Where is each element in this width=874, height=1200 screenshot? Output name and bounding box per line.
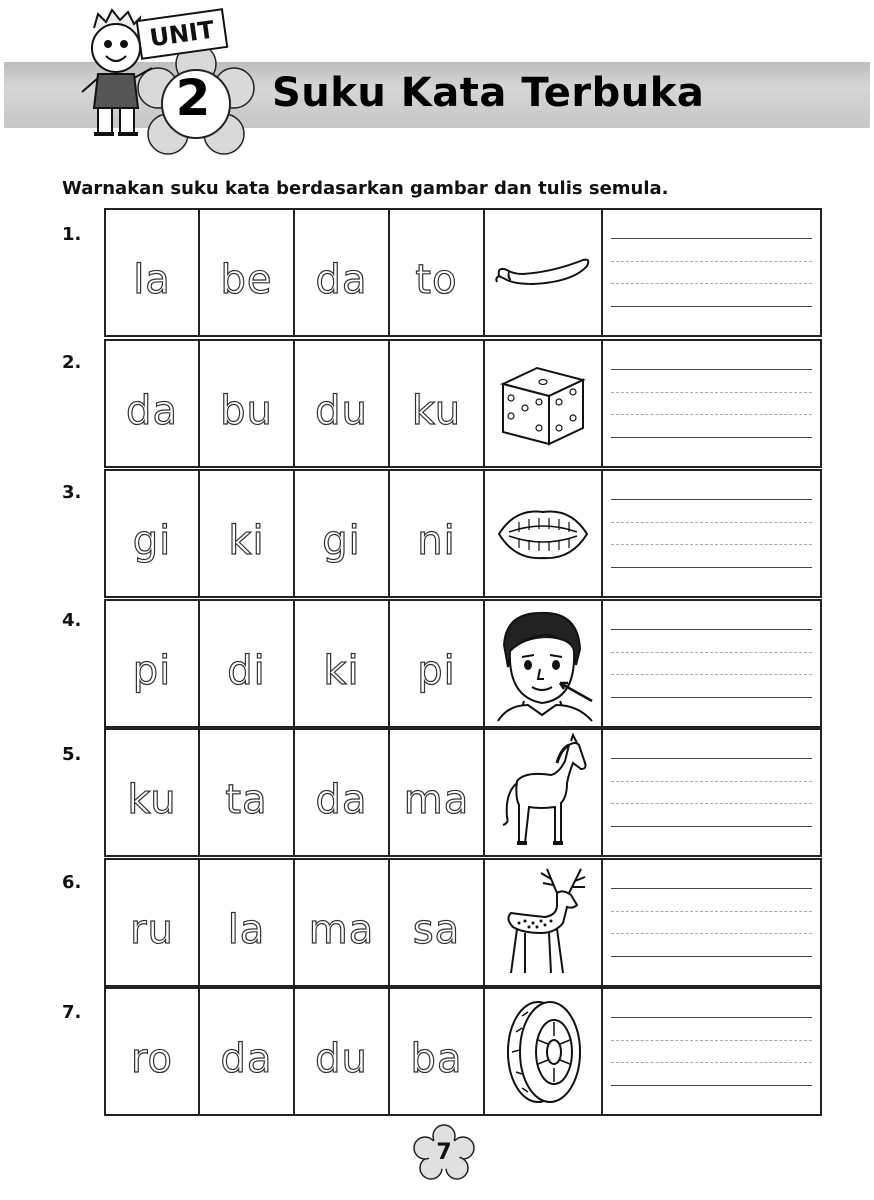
page-number-badge (413, 1124, 475, 1180)
syllable-text: be (220, 256, 273, 303)
chili-icon (493, 248, 593, 298)
syllable-cell[interactable] (388, 469, 485, 598)
instruction-text: Warnakan suku kata berdasarkan gambar dan tulis semula. (62, 178, 669, 199)
syllable-cell[interactable] (293, 339, 390, 468)
picture-cell (483, 208, 603, 337)
syllable-cell[interactable] (388, 728, 485, 857)
table-row (104, 728, 822, 857)
page-number: 7 (436, 1139, 452, 1165)
wheel-icon (498, 996, 588, 1108)
writing-lines[interactable] (601, 208, 822, 337)
syllable-cell[interactable] (198, 469, 295, 598)
table-row (104, 339, 822, 468)
syllable-cell[interactable] (198, 208, 295, 337)
unit-tag: UNIT (136, 8, 229, 60)
syllable-text: ru (130, 906, 174, 953)
picture-cell (483, 599, 603, 728)
syllable-text: sa (412, 906, 461, 953)
syllable-text: ro (130, 1035, 174, 1082)
syllable-text: ta (225, 776, 268, 823)
syllable-text: du (315, 1035, 368, 1082)
table-row (104, 469, 822, 598)
syllable-cell[interactable] (104, 469, 200, 598)
unit-number: 2 (175, 69, 211, 127)
syllable-text: ki (323, 647, 360, 694)
syllable-cell[interactable] (388, 987, 485, 1116)
table-row (104, 208, 822, 337)
picture-cell (483, 469, 603, 598)
syllable-text: ni (417, 517, 456, 564)
syllable-cell[interactable] (104, 339, 200, 468)
syllable-cell[interactable] (293, 469, 390, 598)
syllable-cell[interactable] (293, 599, 390, 728)
syllable-text: da (315, 776, 368, 823)
syllable-cell[interactable] (293, 987, 390, 1116)
syllable-text: la (227, 906, 266, 953)
picture-cell (483, 728, 603, 857)
syllable-cell[interactable] (104, 728, 200, 857)
writing-lines[interactable] (601, 599, 822, 728)
syllable-cell[interactable] (388, 339, 485, 468)
syllable-text: ku (127, 776, 177, 823)
syllable-cell[interactable] (198, 728, 295, 857)
row-number: 7. (62, 1002, 82, 1023)
syllable-text: ki (228, 517, 265, 564)
syllable-text: pi (417, 647, 456, 694)
syllable-cell[interactable] (388, 599, 485, 728)
writing-lines[interactable] (601, 987, 822, 1116)
writing-lines[interactable] (601, 469, 822, 598)
writing-lines[interactable] (601, 728, 822, 857)
picture-cell (483, 339, 603, 468)
syllable-text: du (315, 387, 368, 434)
row-number: 2. (62, 352, 82, 373)
page-title: Suku Kata Terbuka (272, 70, 705, 116)
syllable-cell[interactable] (198, 339, 295, 468)
row-number: 1. (62, 224, 82, 245)
syllable-cell[interactable] (388, 208, 485, 337)
syllable-text: ba (410, 1035, 463, 1082)
syllable-text: da (315, 256, 368, 303)
syllable-cell[interactable] (198, 599, 295, 728)
syllable-cell[interactable] (104, 599, 200, 728)
teeth-icon (495, 504, 591, 564)
syllable-text: la (133, 256, 171, 303)
deer-icon (495, 863, 591, 983)
syllable-text: ku (411, 387, 462, 434)
syllable-cell[interactable] (104, 858, 200, 987)
row-number: 4. (62, 610, 82, 631)
syllable-cell[interactable] (198, 987, 295, 1116)
syllable-grid (104, 208, 822, 1116)
syllable-cell[interactable] (104, 208, 200, 337)
row-number: 5. (62, 744, 82, 765)
syllable-cell[interactable] (293, 208, 390, 337)
writing-lines[interactable] (601, 339, 822, 468)
syllable-text: ma (308, 906, 375, 953)
syllable-cell[interactable] (198, 858, 295, 987)
dice-icon (497, 358, 589, 450)
table-row (104, 987, 822, 1116)
cheek-boy-icon (488, 605, 598, 723)
syllable-cell[interactable] (104, 987, 200, 1116)
syllable-text: ma (403, 776, 470, 823)
picture-cell (483, 858, 603, 987)
picture-cell (483, 987, 603, 1116)
table-row (104, 599, 822, 728)
syllable-text: da (126, 387, 178, 434)
horse-icon (495, 733, 591, 853)
syllable-text: bu (220, 387, 273, 434)
syllable-cell[interactable] (293, 858, 390, 987)
syllable-text: to (415, 256, 458, 303)
syllable-cell[interactable] (293, 728, 390, 857)
syllable-cell[interactable] (388, 858, 485, 987)
row-number: 6. (62, 872, 82, 893)
syllable-text: di (227, 647, 266, 694)
table-row (104, 858, 822, 987)
syllable-text: gi (132, 517, 172, 564)
writing-lines[interactable] (601, 858, 822, 987)
row-number: 3. (62, 482, 82, 503)
syllable-text: da (220, 1035, 273, 1082)
syllable-text: pi (132, 647, 172, 694)
syllable-text: gi (322, 517, 361, 564)
